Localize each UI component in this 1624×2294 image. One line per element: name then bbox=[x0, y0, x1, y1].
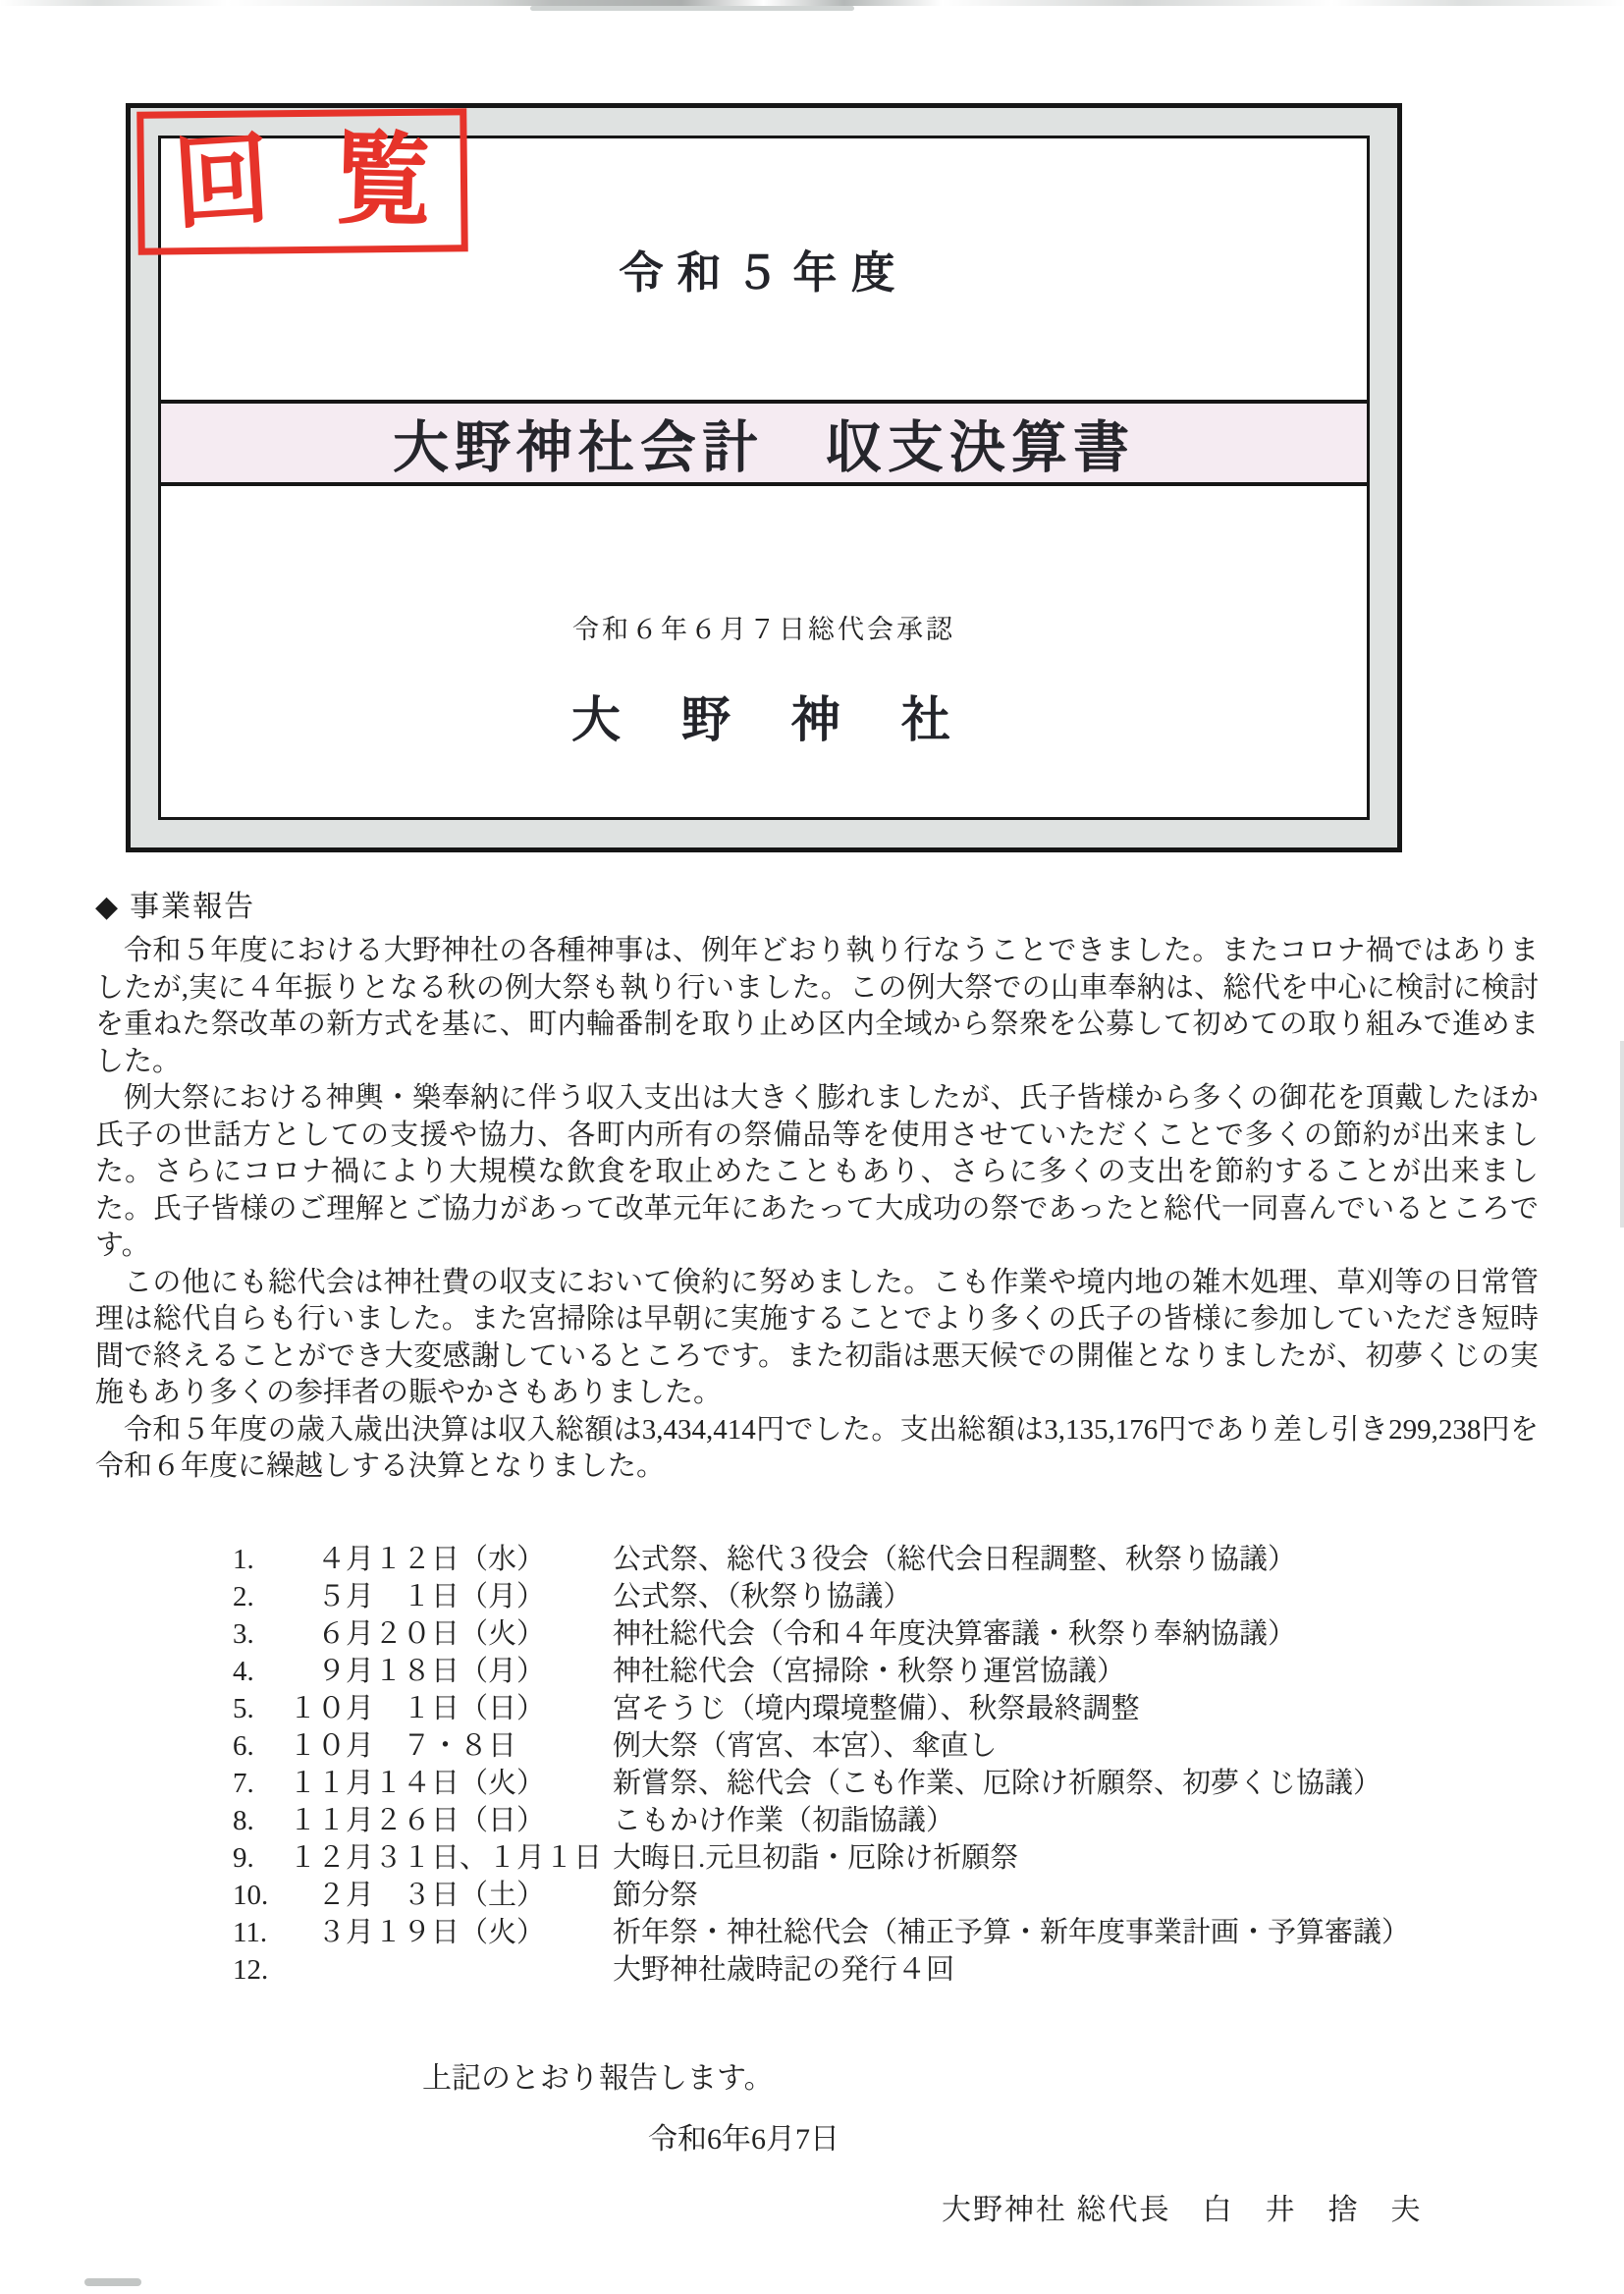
scan-artifact-bottom bbox=[84, 2278, 141, 2286]
signature-line: 大野神社 総代長 白 井 捨 夫 bbox=[942, 2193, 1423, 2226]
event-number: 9. bbox=[233, 1841, 254, 1874]
event-number: 1. bbox=[233, 1543, 254, 1575]
shrine-name: 大 野 神 社 bbox=[571, 692, 956, 747]
event-row bbox=[233, 1541, 1539, 1578]
fiscal-year-title: 令和５年度 bbox=[619, 248, 909, 298]
event-list bbox=[233, 1541, 1539, 1989]
event-date: ３月１９日（火） bbox=[289, 1916, 546, 1948]
event-description: 神社総代会（宮掃除・秋祭り運営協議） bbox=[613, 1655, 1126, 1687]
event-date: ６月２０日（火） bbox=[289, 1617, 546, 1650]
event-row bbox=[233, 1690, 1539, 1727]
closing-date: 令和6年6月7日 bbox=[648, 2122, 839, 2156]
event-description: 宮そうじ（境内環境整備）、秋祭最終調整 bbox=[613, 1692, 1140, 1724]
closing-statement: 上記のとおり報告します。 bbox=[422, 2061, 774, 2095]
event-row bbox=[233, 1615, 1539, 1653]
event-date: １１月２６日（日） bbox=[289, 1804, 546, 1836]
event-date: １０月 １日（日） bbox=[289, 1692, 546, 1724]
event-date bbox=[289, 1951, 613, 1989]
event-number: 5. bbox=[233, 1692, 254, 1724]
approval-note: 令和６年６月７日総代会承認 bbox=[572, 615, 955, 644]
event-date: ４月１２日（水） bbox=[289, 1543, 546, 1575]
event-number: 4. bbox=[233, 1655, 254, 1687]
event-number: 10. bbox=[233, 1879, 269, 1911]
event-row bbox=[233, 1727, 1539, 1765]
closing-block bbox=[95, 2059, 1539, 2230]
report-paragraph: 令和５年度における大野神社の各種神事は、例年どおり執り行なうことできました。またコロナ禍ではありましたが,実に４年振りとなる秋の例大祭も執り行いました。この例大祭での山車奉納は、総代を中心に検討に検討を重ねた祭改革の新方式を基に、町内輪番制を取り止め区内全域から祭衆を公募して初めての取り組みで進めました。 bbox=[95, 935, 1539, 1077]
circulation-stamp bbox=[136, 108, 468, 255]
report-body bbox=[95, 889, 1539, 2230]
event-date: ５月 １日（月） bbox=[289, 1580, 546, 1612]
document-title: 大野神社会計 収支決算書 bbox=[393, 417, 1135, 479]
event-description: 大野神社歳時記の発行４回 bbox=[613, 1953, 955, 1986]
title-band bbox=[161, 400, 1367, 486]
event-row bbox=[233, 1914, 1539, 1951]
event-number: 3. bbox=[233, 1617, 254, 1650]
event-description: 新嘗祭、総代会（こも作業、厄除け祈願祭、初夢くじ協議） bbox=[613, 1767, 1382, 1799]
section-heading bbox=[95, 889, 1539, 926]
event-row bbox=[233, 1951, 1539, 1989]
event-row bbox=[233, 1765, 1539, 1802]
event-row bbox=[233, 1839, 1539, 1877]
event-row bbox=[233, 1877, 1539, 1914]
event-description: 神社総代会（令和４年度決算審議・秋祭り奉納協議） bbox=[613, 1617, 1297, 1650]
report-paragraph: 令和５年度の歳入歳出決算は収入総額は3,434,414円でした。支出総額は3,135,176円であり差し引き299,238円を令和６年度に繰越しする決算となりました。 bbox=[95, 1413, 1539, 1482]
section-heading-label: 事業報告 bbox=[130, 891, 256, 923]
stamp-char-ran: 覧 bbox=[333, 121, 433, 242]
event-row bbox=[233, 1802, 1539, 1839]
event-description: 祈年祭・神社総代会（補正予算・新年度事業計画・予算審議） bbox=[613, 1916, 1411, 1948]
event-description: こもかけ作業（初詣協議） bbox=[613, 1804, 955, 1836]
event-description: 節分祭 bbox=[613, 1879, 699, 1911]
event-date: １１月１４日（火） bbox=[289, 1767, 546, 1799]
event-description: 例大祭（宵宮、本宮）、傘直し bbox=[613, 1729, 998, 1762]
event-number: 11. bbox=[233, 1916, 268, 1948]
event-number: 8. bbox=[233, 1804, 254, 1836]
event-date: １２月３１日、１月１日 bbox=[289, 1841, 603, 1874]
report-paragraph: 例大祭における神輿・樂奉納に伴う収入支出は大きく膨れましたが、氏子皆様から多くの御花を頂戴したほか氏子の世話方としての支援や協力、各町内所有の祭備品等を使用させていただくことで多くの節約が出来ました。さらにコロナ禍により大規模な飲食を取止めたこともあり、さらに多くの支出を節約することが出来ました。氏子皆様のご理解とご協力があって改革元年にあたって大成功の祭であったと総代一同喜んでいるところです。 bbox=[95, 1082, 1539, 1261]
scan-artifact-top-dark bbox=[530, 6, 854, 11]
scan-artifact-right bbox=[1620, 1041, 1624, 1228]
report-paragraph: この他にも総代会は神社費の収支において倹約に努めました。こも作業や境内地の雑木処理、草刈等の日常管理は総代自らも行いました。また宮掃除は早朝に実施することでより多くの氏子の皆様に参加していただき短時間で終えることができ大変感謝しているところです。また初詣は悪天候での開催となりましたが、初夢くじの実施もあり多くの参拝者の賑やかさもありました。 bbox=[95, 1266, 1539, 1408]
event-description: 公式祭、総代３役会（総代会日程調整、秋祭り協議） bbox=[613, 1543, 1297, 1575]
event-row bbox=[233, 1578, 1539, 1615]
event-date: ９月１８日（月） bbox=[289, 1655, 546, 1687]
event-description: 公式祭、（秋祭り協議） bbox=[613, 1580, 912, 1612]
report-paragraphs bbox=[95, 933, 1539, 1486]
event-date: １０月 ７・８日 bbox=[289, 1729, 517, 1762]
event-date: ２月 ３日（土） bbox=[289, 1879, 546, 1911]
event-number: 7. bbox=[233, 1767, 254, 1799]
event-number: 12. bbox=[233, 1953, 269, 1986]
stamp-char-kai: 回 bbox=[170, 121, 274, 245]
event-number: 2. bbox=[233, 1580, 254, 1612]
event-number: 6. bbox=[233, 1729, 254, 1762]
diamond-bullet-icon: ◆ bbox=[95, 891, 121, 923]
event-description: 大晦日.元旦初詣・厄除け祈願祭 bbox=[613, 1841, 1019, 1874]
event-row bbox=[233, 1653, 1539, 1690]
